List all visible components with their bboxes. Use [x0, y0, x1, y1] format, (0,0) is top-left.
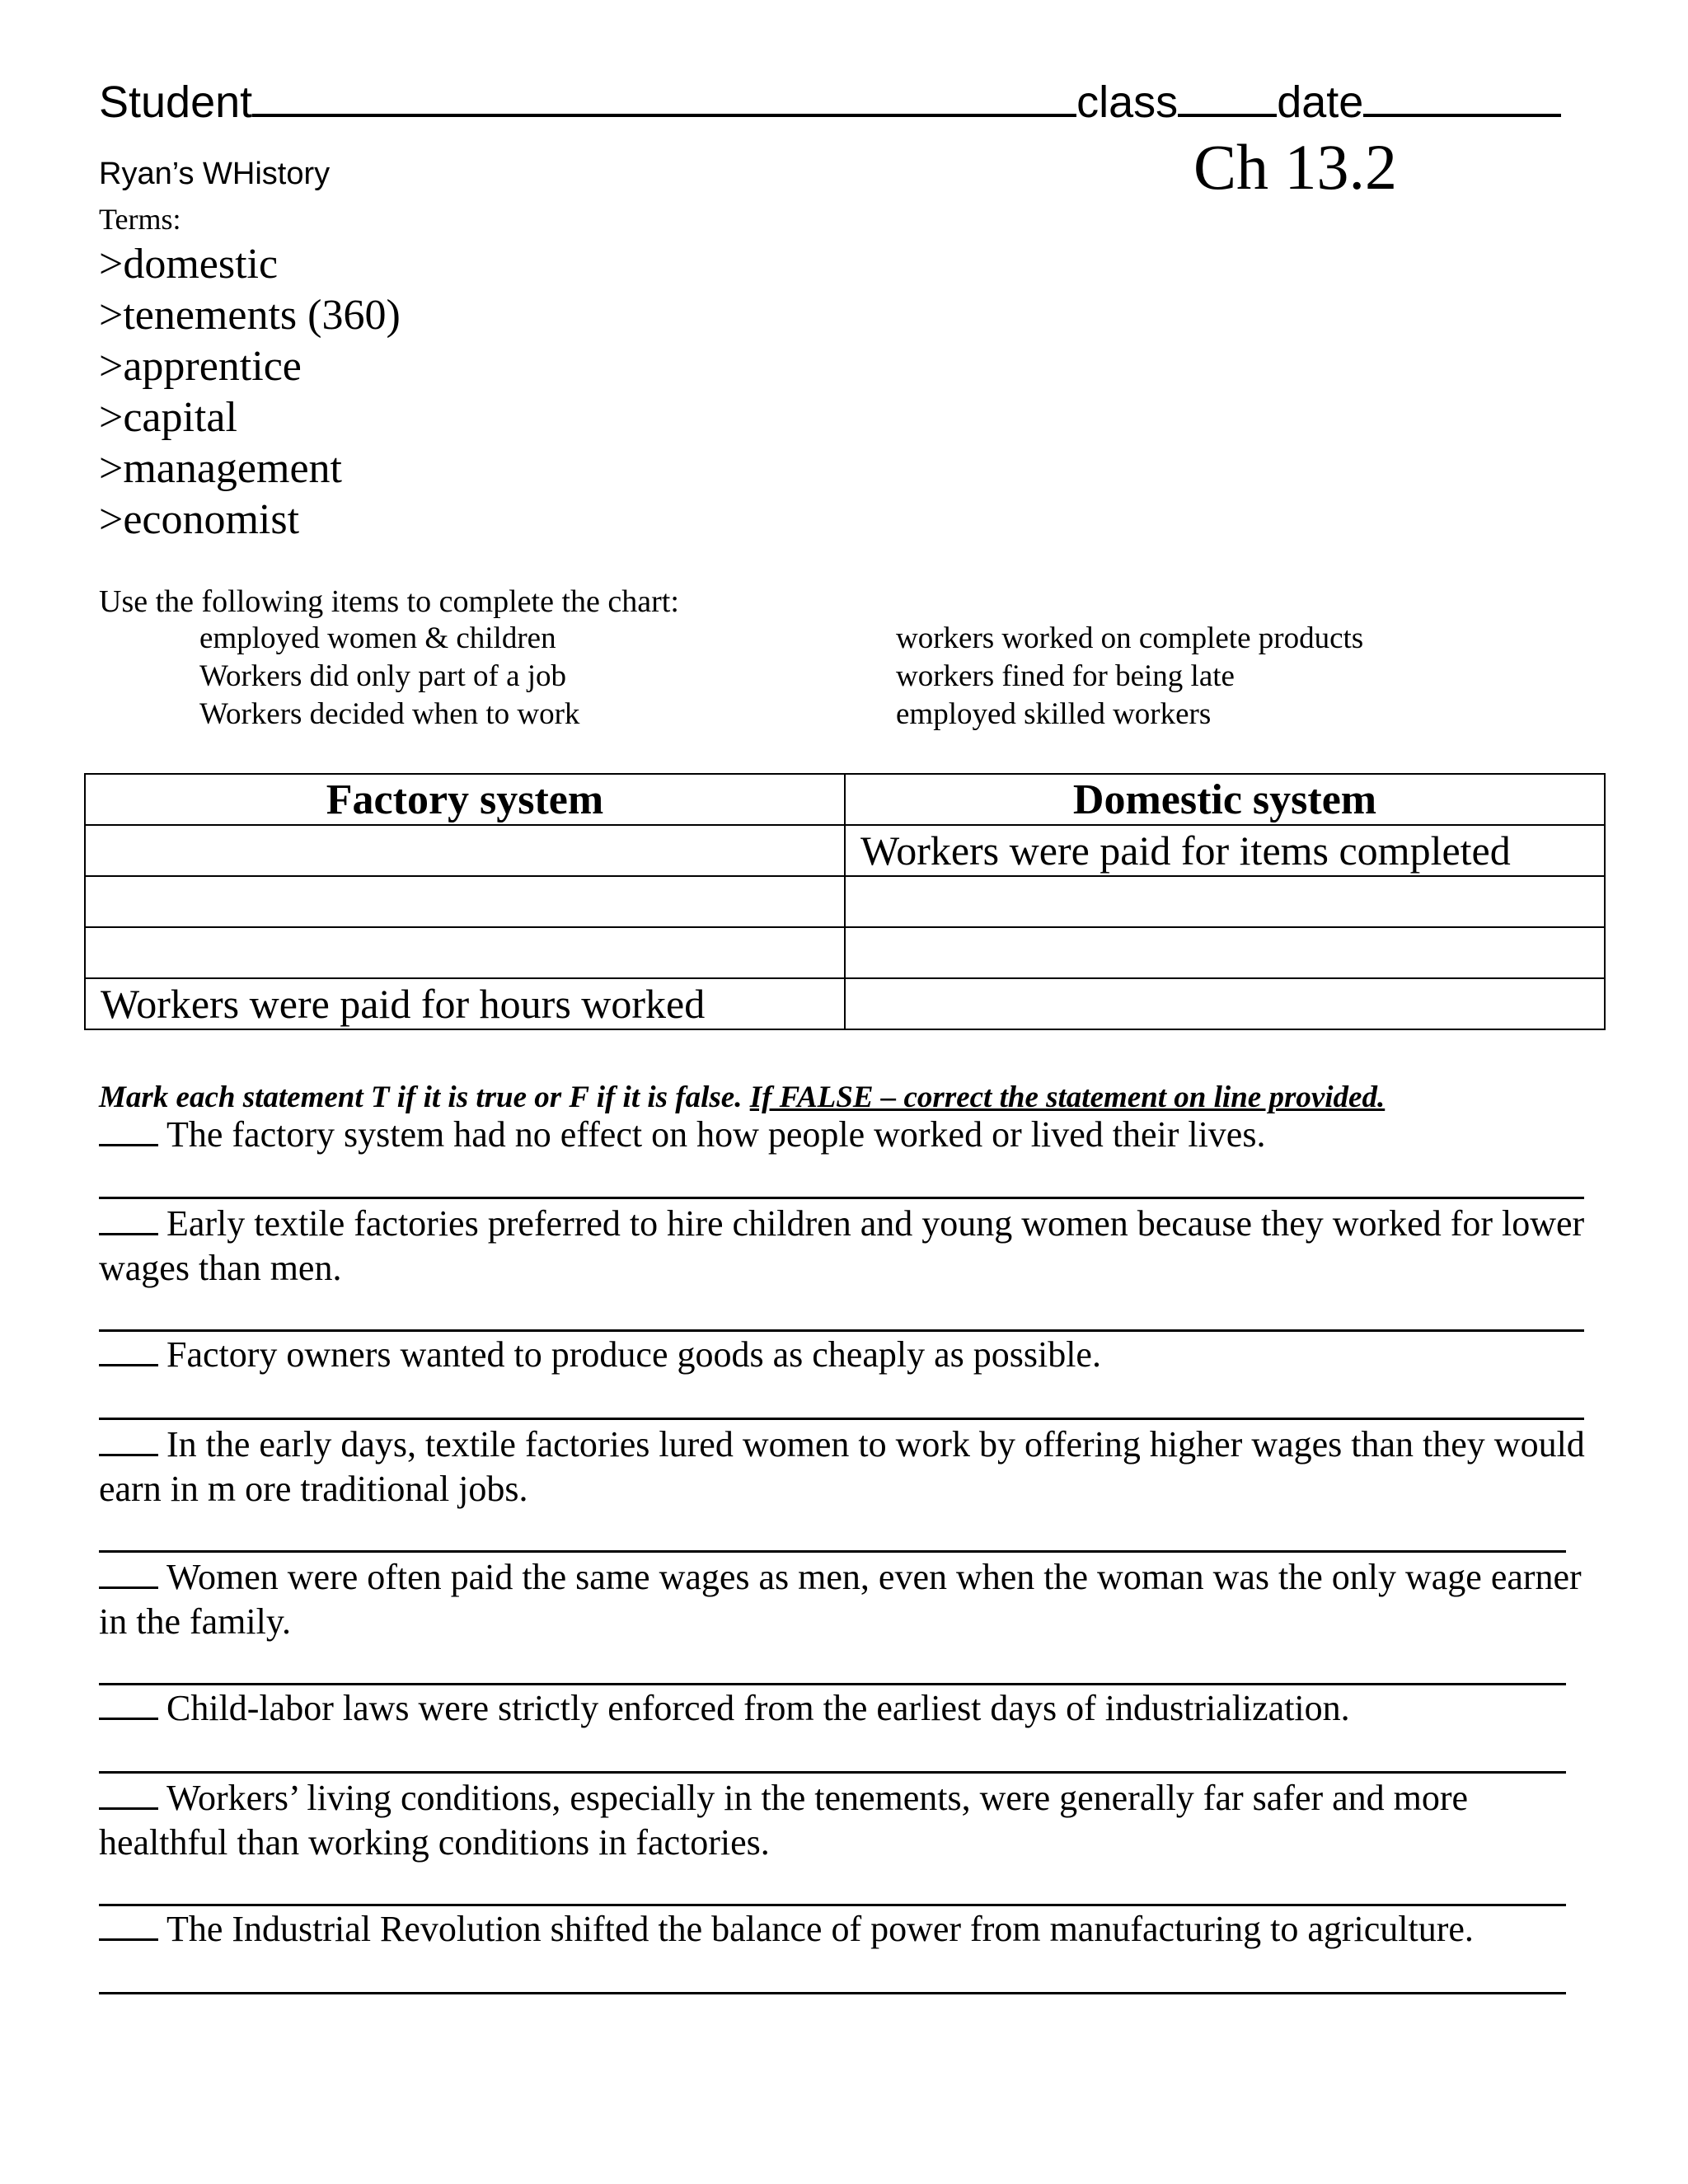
- domestic-cell[interactable]: [845, 876, 1605, 927]
- statement-text: The Industrial Revolution shifted the balance of power from manufacturing to agriculture.: [166, 1909, 1474, 1949]
- tf-statement: [99, 1113, 1591, 1157]
- chart-item: workers worked on complete products: [896, 621, 1364, 655]
- chart-item: workers fined for being late: [896, 659, 1235, 693]
- terms-label: Terms:: [99, 203, 181, 236]
- date-label: date: [1277, 77, 1364, 127]
- answer-blank[interactable]: [99, 1555, 158, 1589]
- statement-text: Early textile factories preferred to hire children and young women because they worked for lower wages than men.: [99, 1203, 1585, 1288]
- correction-line[interactable]: [99, 1329, 1584, 1332]
- tf-statement: [99, 1907, 1591, 1952]
- chart-items-left: [199, 620, 579, 733]
- course-name: Ryan’s WHistory: [99, 157, 331, 191]
- chart-row: [85, 978, 1605, 1029]
- term-item: >economist: [99, 496, 300, 543]
- term-item: >domestic: [99, 241, 279, 288]
- student-label: Student: [99, 77, 253, 127]
- answer-blank[interactable]: [99, 1422, 158, 1456]
- comparison-chart: [84, 773, 1606, 1030]
- factory-cell[interactable]: [85, 825, 845, 876]
- date-field[interactable]: [1363, 73, 1561, 117]
- factory-cell[interactable]: [85, 876, 845, 927]
- term-item: >management: [99, 445, 342, 492]
- class-label: class: [1076, 77, 1179, 127]
- tf-statement: [99, 1333, 1591, 1377]
- class-field[interactable]: [1178, 73, 1277, 117]
- correction-line[interactable]: [99, 1197, 1584, 1199]
- true-false-instructions: [99, 1080, 1385, 1115]
- statement-text: Child-labor laws were strictly enforced from the earliest days of industrialization.: [166, 1688, 1350, 1728]
- factory-system-header: Factory system: [85, 774, 845, 825]
- statement-text: Women were often paid the same wages as men, even when the woman was the only wage earner in the family.: [99, 1557, 1582, 1642]
- chart-item: Workers did only part of a job: [199, 659, 567, 693]
- answer-blank[interactable]: [99, 1907, 158, 1941]
- statement-text: In the early days, textile factories lured women to work by offering higher wages than they would earn in m ore traditional jobs.: [99, 1424, 1585, 1509]
- correction-line[interactable]: [99, 1418, 1584, 1420]
- tf-statement: [99, 1202, 1591, 1291]
- name-class-date-line: [99, 73, 1561, 131]
- answer-blank[interactable]: [99, 1686, 158, 1720]
- tf-instruction-underlined: If FALSE – correct the statement on line provided.: [749, 1080, 1386, 1114]
- correction-line[interactable]: [99, 1550, 1566, 1553]
- tf-statement: [99, 1776, 1591, 1865]
- chart-header-row: [85, 774, 1605, 825]
- answer-blank[interactable]: [99, 1202, 158, 1235]
- term-item: >capital: [99, 394, 237, 441]
- statement-text: The factory system had no effect on how people worked or lived their lives.: [166, 1114, 1266, 1155]
- chart-row: [85, 876, 1605, 927]
- student-name-field[interactable]: [252, 73, 1076, 117]
- tf-statement: [99, 1686, 1591, 1731]
- chart-row: [85, 927, 1605, 978]
- chart-row: [85, 825, 1605, 876]
- tf-instruction-main: Mark each statement T if it is true or F if it is false.: [99, 1080, 743, 1114]
- domestic-cell[interactable]: Workers were paid for items completed: [845, 825, 1605, 876]
- answer-blank[interactable]: [99, 1776, 158, 1810]
- statement-text: Workers’ living conditions, especially in the tenements, were generally far safer and more healthful than working conditions in factories.: [99, 1778, 1469, 1863]
- chapter-title: Ch 13.2: [1193, 131, 1398, 203]
- correction-line[interactable]: [99, 1992, 1566, 1994]
- domestic-system-header: Domestic system: [845, 774, 1605, 825]
- domestic-cell[interactable]: [845, 978, 1605, 1029]
- terms-list: [99, 239, 401, 546]
- answer-blank[interactable]: [99, 1113, 158, 1146]
- tf-statement: [99, 1422, 1591, 1511]
- answer-blank[interactable]: [99, 1333, 158, 1366]
- correction-line[interactable]: [99, 1771, 1566, 1774]
- factory-cell[interactable]: [85, 927, 845, 978]
- chart-instructions: Use the following items to complete the chart:: [99, 584, 679, 619]
- factory-cell[interactable]: Workers were paid for hours worked: [85, 978, 845, 1029]
- chart-item: employed skilled workers: [896, 697, 1212, 731]
- term-item: >apprentice: [99, 343, 302, 390]
- chart-item: Workers decided when to work: [199, 697, 580, 731]
- statement-text: Factory owners wanted to produce goods as cheaply as possible.: [166, 1334, 1101, 1375]
- correction-line[interactable]: [99, 1904, 1566, 1906]
- chart-item: employed women & children: [199, 621, 556, 655]
- domestic-cell[interactable]: [845, 927, 1605, 978]
- correction-line[interactable]: [99, 1683, 1566, 1685]
- chart-items-right: [896, 620, 1363, 733]
- tf-statement: [99, 1555, 1591, 1644]
- term-item: >tenements (360): [99, 292, 401, 339]
